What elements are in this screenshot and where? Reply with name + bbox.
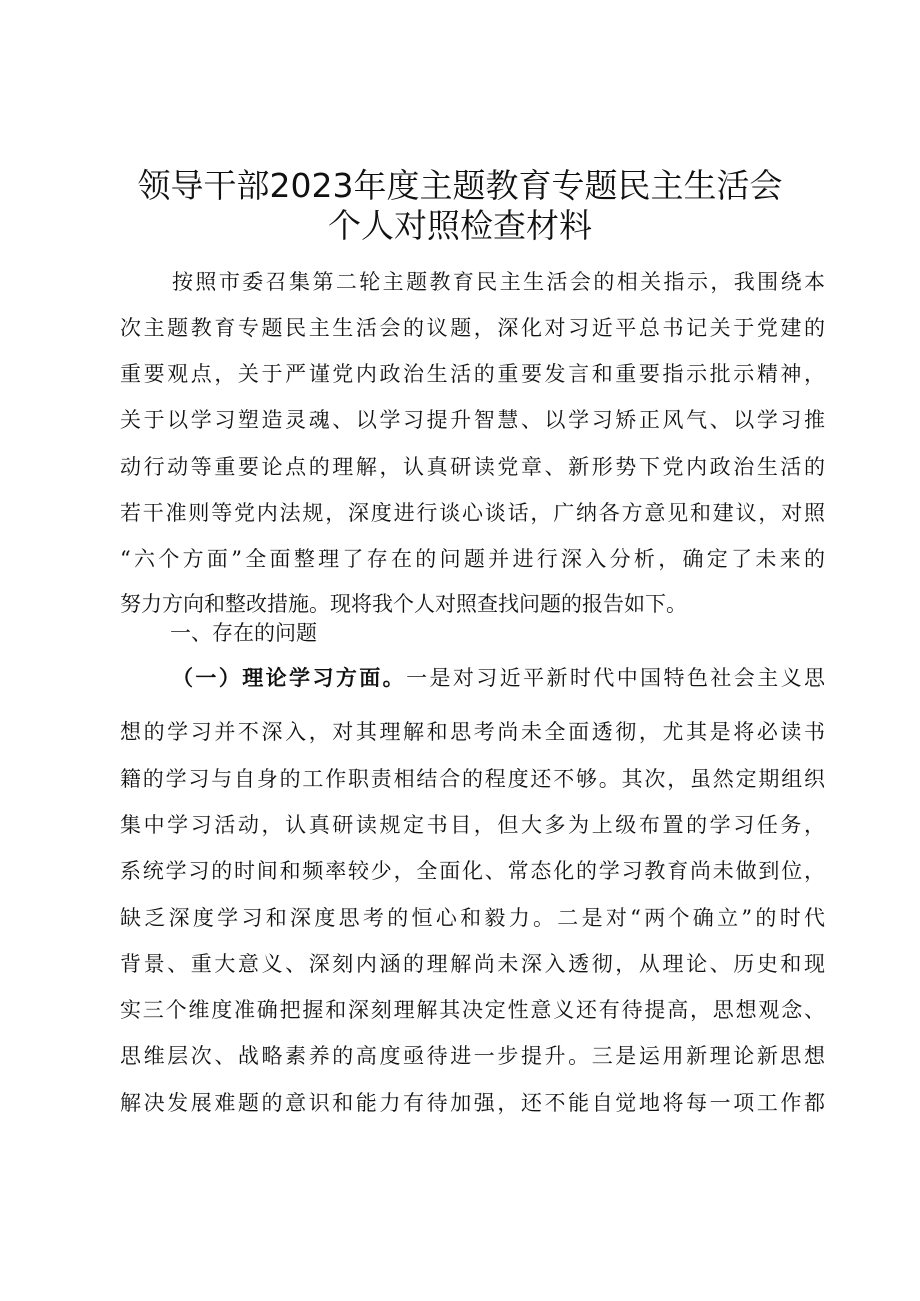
- paragraph-line: 努力方向和整改措施。现将我个人对照查找问题的报告如下。: [120, 592, 687, 616]
- section-heading: 一、存在的问题: [170, 621, 317, 645]
- paragraph-line: “六个方面”全面整理了存在的问题并进行深入分析，确定了未来的: [120, 547, 825, 571]
- paragraph-line: 关于以学习塑造灵魂、以学习提升智慧、以学习矫正风气、以学习推: [120, 408, 825, 432]
- paragraph-line: 思维层次、战略素养的高度亟待进一步提升。三是运用新理论新思想: [120, 1044, 825, 1068]
- subsection-first-line-text: 一是对习近平新时代中国特色社会主义思: [406, 666, 826, 690]
- document-title-line-2: 个人对照检查材料: [328, 206, 592, 245]
- paragraph-line: 系统学习的时间和频率较少，全面化、常态化的学习教育尚未做到位，: [120, 859, 825, 883]
- paragraph-line: 背景、重大意义、深刻内涵的理解尚未深入透彻，从理论、历史和现: [120, 952, 825, 976]
- paragraph-line: 重要观点，关于严谨党内政治生活的重要发言和重要指示批示精神，: [120, 362, 825, 386]
- paragraph-line: 籍的学习与自身的工作职责相结合的程度还不够。其次，虽然定期组织: [120, 767, 825, 791]
- paragraph-line: 解决发展难题的意识和能力有待加强，还不能自觉地将每一项工作都: [120, 1091, 825, 1115]
- subsection-label: （一）理论学习方面。: [172, 666, 407, 690]
- paragraph-line: 动行动等重要论点的理解，认真研读党章、新形势下党内政治生活的: [120, 455, 825, 479]
- paragraph-line: 若干准则等党内法规，深度进行谈心谈话，广纳各方意见和建议，对照: [120, 501, 825, 525]
- paragraph-line: 集中学习活动，认真研读规定书目，但大多为上级布置的学习任务，: [120, 813, 825, 837]
- paragraph-line: 想的学习并不深入，对其理解和思考尚未全面透彻，尤其是将必读书: [120, 720, 825, 744]
- paragraph-line: 缺乏深度学习和深度思考的恒心和毅力。二是对“两个确立”的时代: [120, 906, 825, 930]
- paragraph-line: [172, 655, 825, 701]
- paragraph-line: 实三个维度准确把握和深刻理解其决定性意义还有待提高，思想观念、: [120, 998, 825, 1022]
- document-title-line-1: 领导干部2023年度主题教育专题民主生活会: [137, 166, 783, 205]
- paragraph-line: 次主题教育专题民主生活会的议题，深化对习近平总书记关于党建的: [120, 316, 825, 340]
- paragraph-line: 按照市委召集第二轮主题教育民主生活会的相关指示，我围绕本: [172, 270, 825, 294]
